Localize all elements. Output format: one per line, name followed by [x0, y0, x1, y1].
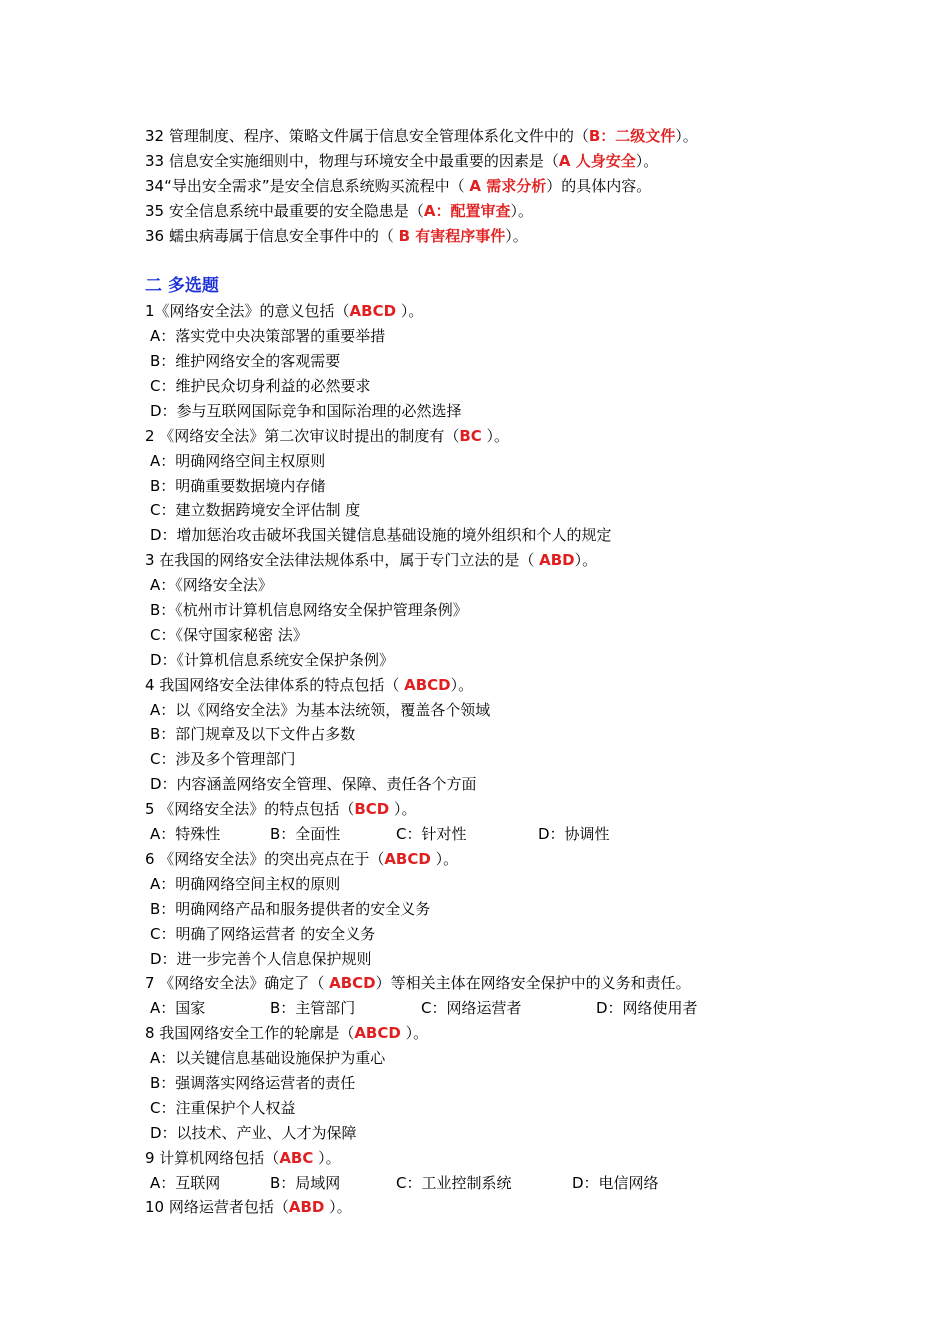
question-8: 8 我国网络安全工作的轮廓是（ABCD ）。 — [145, 1024, 429, 1043]
question-32: 32 管理制度、程序、策略文件属于信息安全管理体系化文件中的（B：二级文件）。 — [145, 127, 698, 145]
question-6: 6 《网络安全法》的突出亮点在于（ABCD ）。 — [145, 849, 459, 868]
option-a: A：以关键信息基础设施保护为重心 — [150, 1049, 386, 1068]
option-c: C：网络运营者 — [421, 999, 522, 1018]
option-c: C：涉及多个管理部门 — [150, 750, 296, 769]
answer: ABCD — [329, 974, 376, 993]
option-b: B：主管部门 — [270, 999, 356, 1018]
inline-options — [145, 822, 905, 847]
answer: A 人身安全 — [558, 151, 636, 170]
option-b: B：强调落实网络运营者的责任 — [150, 1073, 356, 1092]
answer: ABCD — [349, 302, 397, 321]
option-a: A：明确网络空间主权的原则 — [150, 874, 341, 893]
question-1: 1《网络安全法》的意义包括（ABCD ）。 — [145, 302, 424, 321]
question-9: 9 计算机网络包括（ABC ）。 — [145, 1148, 341, 1167]
answer: BC — [459, 426, 482, 445]
option-b: B：明确重要数据境内存储 — [150, 476, 326, 495]
option-a: A：特殊性 — [150, 825, 221, 844]
option-b: B：全面性 — [270, 825, 341, 844]
answer: ABCD — [384, 849, 431, 868]
inline-options — [145, 996, 905, 1021]
option-b: B：维护网络安全的客观需要 — [150, 352, 341, 371]
option-b: B：局域网 — [270, 1173, 341, 1192]
question-4: 4 我国网络安全法律体系的特点包括（ ABCD）。 — [145, 675, 474, 694]
option-d: D：增加惩治攻击破坏我国关键信息基础设施的境外组织和个人的规定 — [150, 526, 612, 545]
answer: BCD — [354, 800, 390, 819]
answer: ABCD — [404, 675, 451, 694]
option-d: D：内容涵盖网络安全管理、保障、责任各个方面 — [150, 775, 477, 794]
option-d: D：协调性 — [538, 825, 610, 844]
answer: ABC — [279, 1148, 314, 1167]
answer: B 有害程序事件 — [398, 226, 506, 245]
question-34: 34“导出安全需求”是安全信息系统购买流程中（ A 需求分析）的具体内容。 — [145, 176, 652, 195]
question-5: 5 《网络安全法》的特点包括（BCD ）。 — [145, 800, 417, 819]
question-10: 10 网络运营者包括（ABD ）。 — [145, 1198, 352, 1217]
option-c: C：《保守国家秘密 法》 — [150, 625, 308, 644]
option-d: D：《计算机信息系统安全保护条例》 — [150, 650, 395, 669]
option-b: B：部门规章及以下文件占多数 — [150, 725, 356, 744]
option-d: D：电信网络 — [572, 1173, 659, 1192]
question-35: 35 安全信息系统中最重要的安全隐患是（A：配置审查）。 — [145, 201, 533, 220]
section-heading: 二 多选题 — [145, 276, 219, 297]
option-c: C：工业控制系统 — [396, 1173, 512, 1192]
answer: A：配置审查 — [423, 201, 511, 220]
answer: ABD — [539, 551, 575, 570]
option-a: A：互联网 — [150, 1173, 221, 1192]
question-33: 33 信息安全实施细则中，物理与环境安全中最重要的因素是（A 人身安全）。 — [145, 151, 659, 170]
inline-options — [145, 1171, 905, 1196]
question-3: 3 在我国的网络安全法律法规体系中，属于专门立法的是（ ABD）。 — [145, 551, 598, 570]
answer: ABD — [288, 1198, 325, 1217]
option-c: C：维护民众切身利益的必然要求 — [150, 377, 371, 396]
question-7: 7 《网络安全法》确定了（ ABCD）等相关主体在网络安全保护中的义务和责任。 — [145, 974, 691, 993]
option-a: A：明确网络空间主权原则 — [150, 451, 326, 470]
option-b: B：《杭州市计算机信息网络安全保护管理条例》 — [150, 601, 468, 620]
single-choice-list — [145, 124, 905, 248]
option-a: A：国家 — [150, 999, 206, 1018]
option-d: D：参与互联网国际竞争和国际治理的必然选择 — [150, 401, 462, 420]
answer: ABCD — [354, 1024, 401, 1043]
option-a: A：《网络安全法》 — [150, 576, 273, 595]
answer: B：二级文件 — [588, 127, 676, 145]
question-36: 36 蠕虫病毒属于信息安全事件中的（ B 有害程序事件）。 — [145, 226, 528, 245]
document-body — [145, 124, 905, 1220]
option-d: D：进一步完善个人信息保护规则 — [150, 949, 372, 968]
option-a: A：落实党中央决策部署的重要举措 — [150, 327, 386, 346]
option-d: D：网络使用者 — [596, 999, 698, 1018]
option-c: C：明确了网络运营者 的安全义务 — [150, 924, 376, 943]
option-c: C：针对性 — [396, 825, 467, 844]
option-c: C：建立数据跨境安全评估制 度 — [150, 501, 361, 520]
option-c: C：注重保护个人权益 — [150, 1098, 296, 1117]
option-a: A：以《网络安全法》为基本法统领，覆盖各个领域 — [150, 700, 491, 719]
option-d: D：以技术、产业、人才为保障 — [150, 1123, 357, 1142]
option-b: B：明确网络产品和服务提供者的安全义务 — [150, 899, 431, 918]
question-2: 2 《网络安全法》第二次审议时提出的制度有（BC ）。 — [145, 426, 510, 445]
answer: A 需求分析 — [469, 176, 547, 195]
